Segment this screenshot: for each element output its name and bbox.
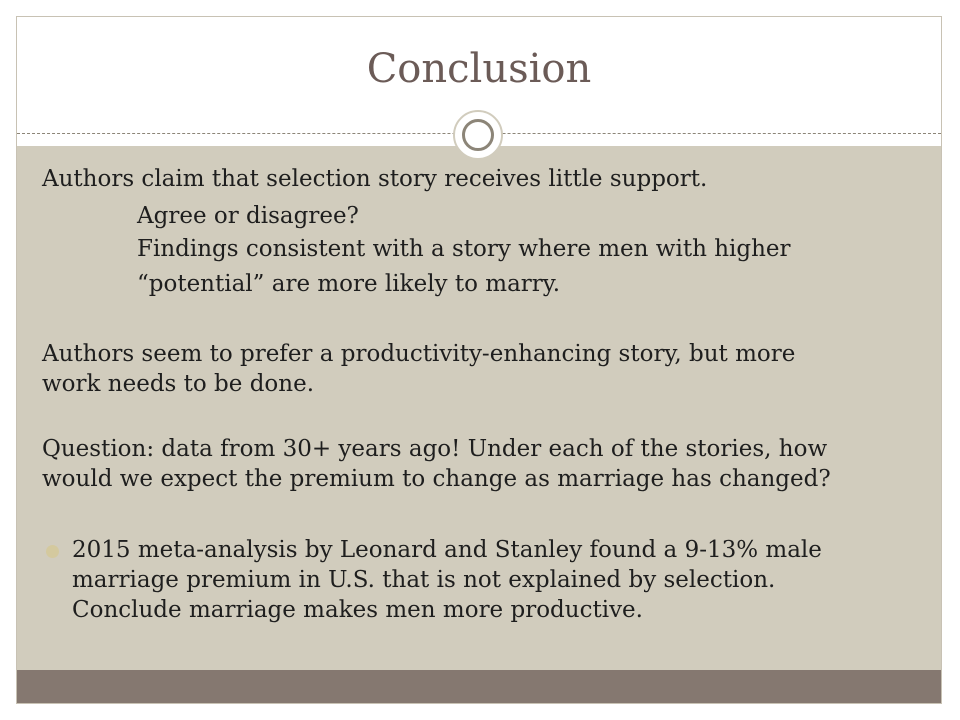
productivity-line-2: work needs to be done. xyxy=(42,371,315,397)
bullet-icon xyxy=(46,545,59,558)
productivity-line-1: Authors seem to prefer a productivity-enhancing story, but more xyxy=(42,341,796,367)
slide-title: Conclusion xyxy=(366,46,592,92)
findings-line-1: Findings consistent with a story where men with higher xyxy=(137,236,791,262)
claim-text: Authors claim that selection story receives little support. xyxy=(42,166,708,192)
bullet-line-3: Conclude marriage makes men more productive. xyxy=(72,597,643,623)
footer-bar xyxy=(17,670,941,703)
circle-ornament-ring xyxy=(462,119,494,151)
question-line-2: would we expect the premium to change as marriage has changed? xyxy=(42,466,831,492)
bullet-line-1: 2015 meta-analysis by Leonard and Stanley found a 9-13% male xyxy=(72,537,822,563)
circle-ornament-icon xyxy=(453,110,503,160)
bullet-line-2: marriage premium in U.S. that is not explained by selection. xyxy=(72,567,776,593)
agree-question: Agree or disagree? xyxy=(137,203,359,229)
question-line-1: Question: data from 30+ years ago! Under each of the stories, how xyxy=(42,436,828,462)
findings-line-2: “potential” are more likely to marry. xyxy=(137,271,561,297)
